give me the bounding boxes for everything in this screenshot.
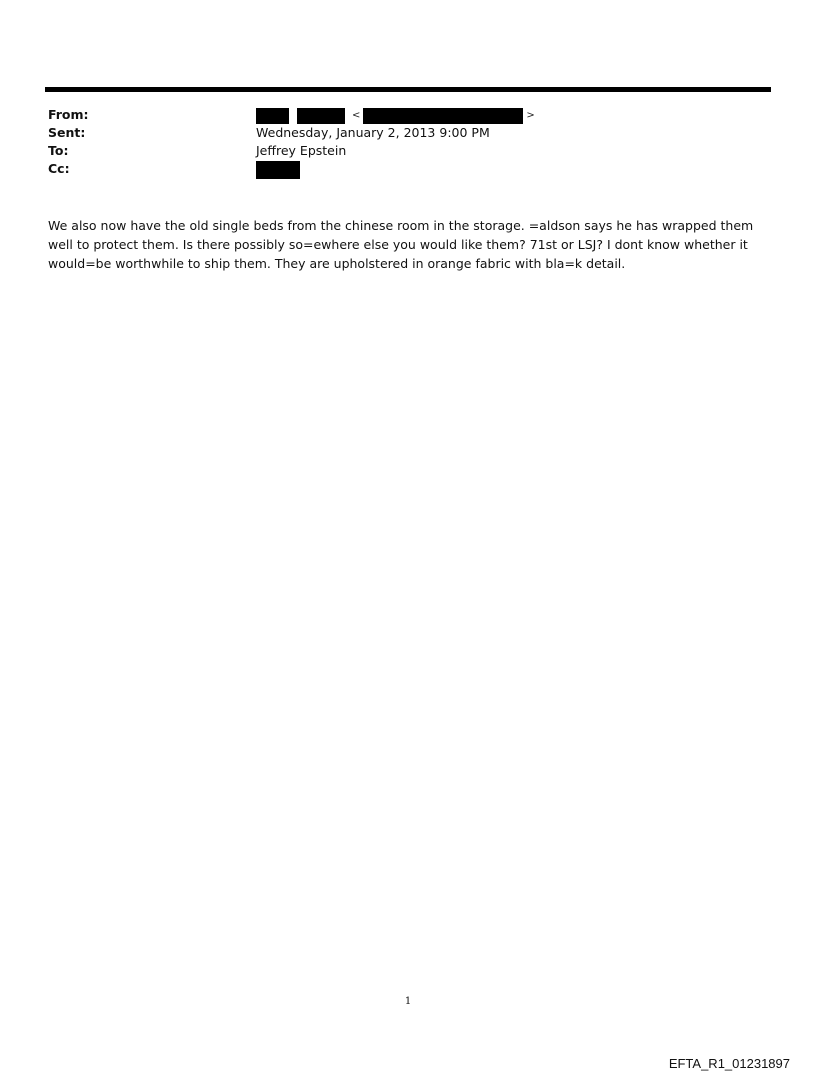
redacted-sender-first-name — [256, 108, 289, 124]
redacted-sender-last-name — [297, 108, 345, 124]
to-row — [48, 142, 768, 160]
page-number: 1 — [404, 996, 412, 1007]
from-value — [256, 106, 538, 125]
redacted-sender-email — [363, 108, 523, 124]
document-id-stamp: EFTA_R1_01231897 — [668, 1056, 790, 1071]
sent-value: Wednesday, January 2, 2013 9:00 PM — [256, 125, 490, 140]
cc-value — [256, 160, 300, 179]
cc-row — [48, 160, 768, 178]
email-header — [48, 106, 768, 178]
email-body: We also now have the old single beds from the chinese room in the storage. =aldson says he has wrapped them well to protect them. Is there possibly so=ewhere else you would like them? 71st or LSJ? I dont know whether it would=be worthwhile to ship them. They are upholstered in orange fabric with bla=k detail. — [48, 218, 754, 271]
sent-row — [48, 124, 768, 142]
to-value: Jeffrey Epstein — [256, 143, 347, 158]
header-divider-rule — [45, 87, 771, 92]
from-open-bracket: < — [351, 109, 361, 121]
cc-label: Cc: — [48, 161, 70, 176]
from-row — [48, 106, 768, 124]
redacted-cc-recipient — [256, 161, 300, 179]
from-close-bracket: > — [526, 109, 535, 121]
from-label: From: — [48, 107, 89, 122]
to-label: To: — [48, 143, 69, 158]
sent-label: Sent: — [48, 125, 86, 140]
